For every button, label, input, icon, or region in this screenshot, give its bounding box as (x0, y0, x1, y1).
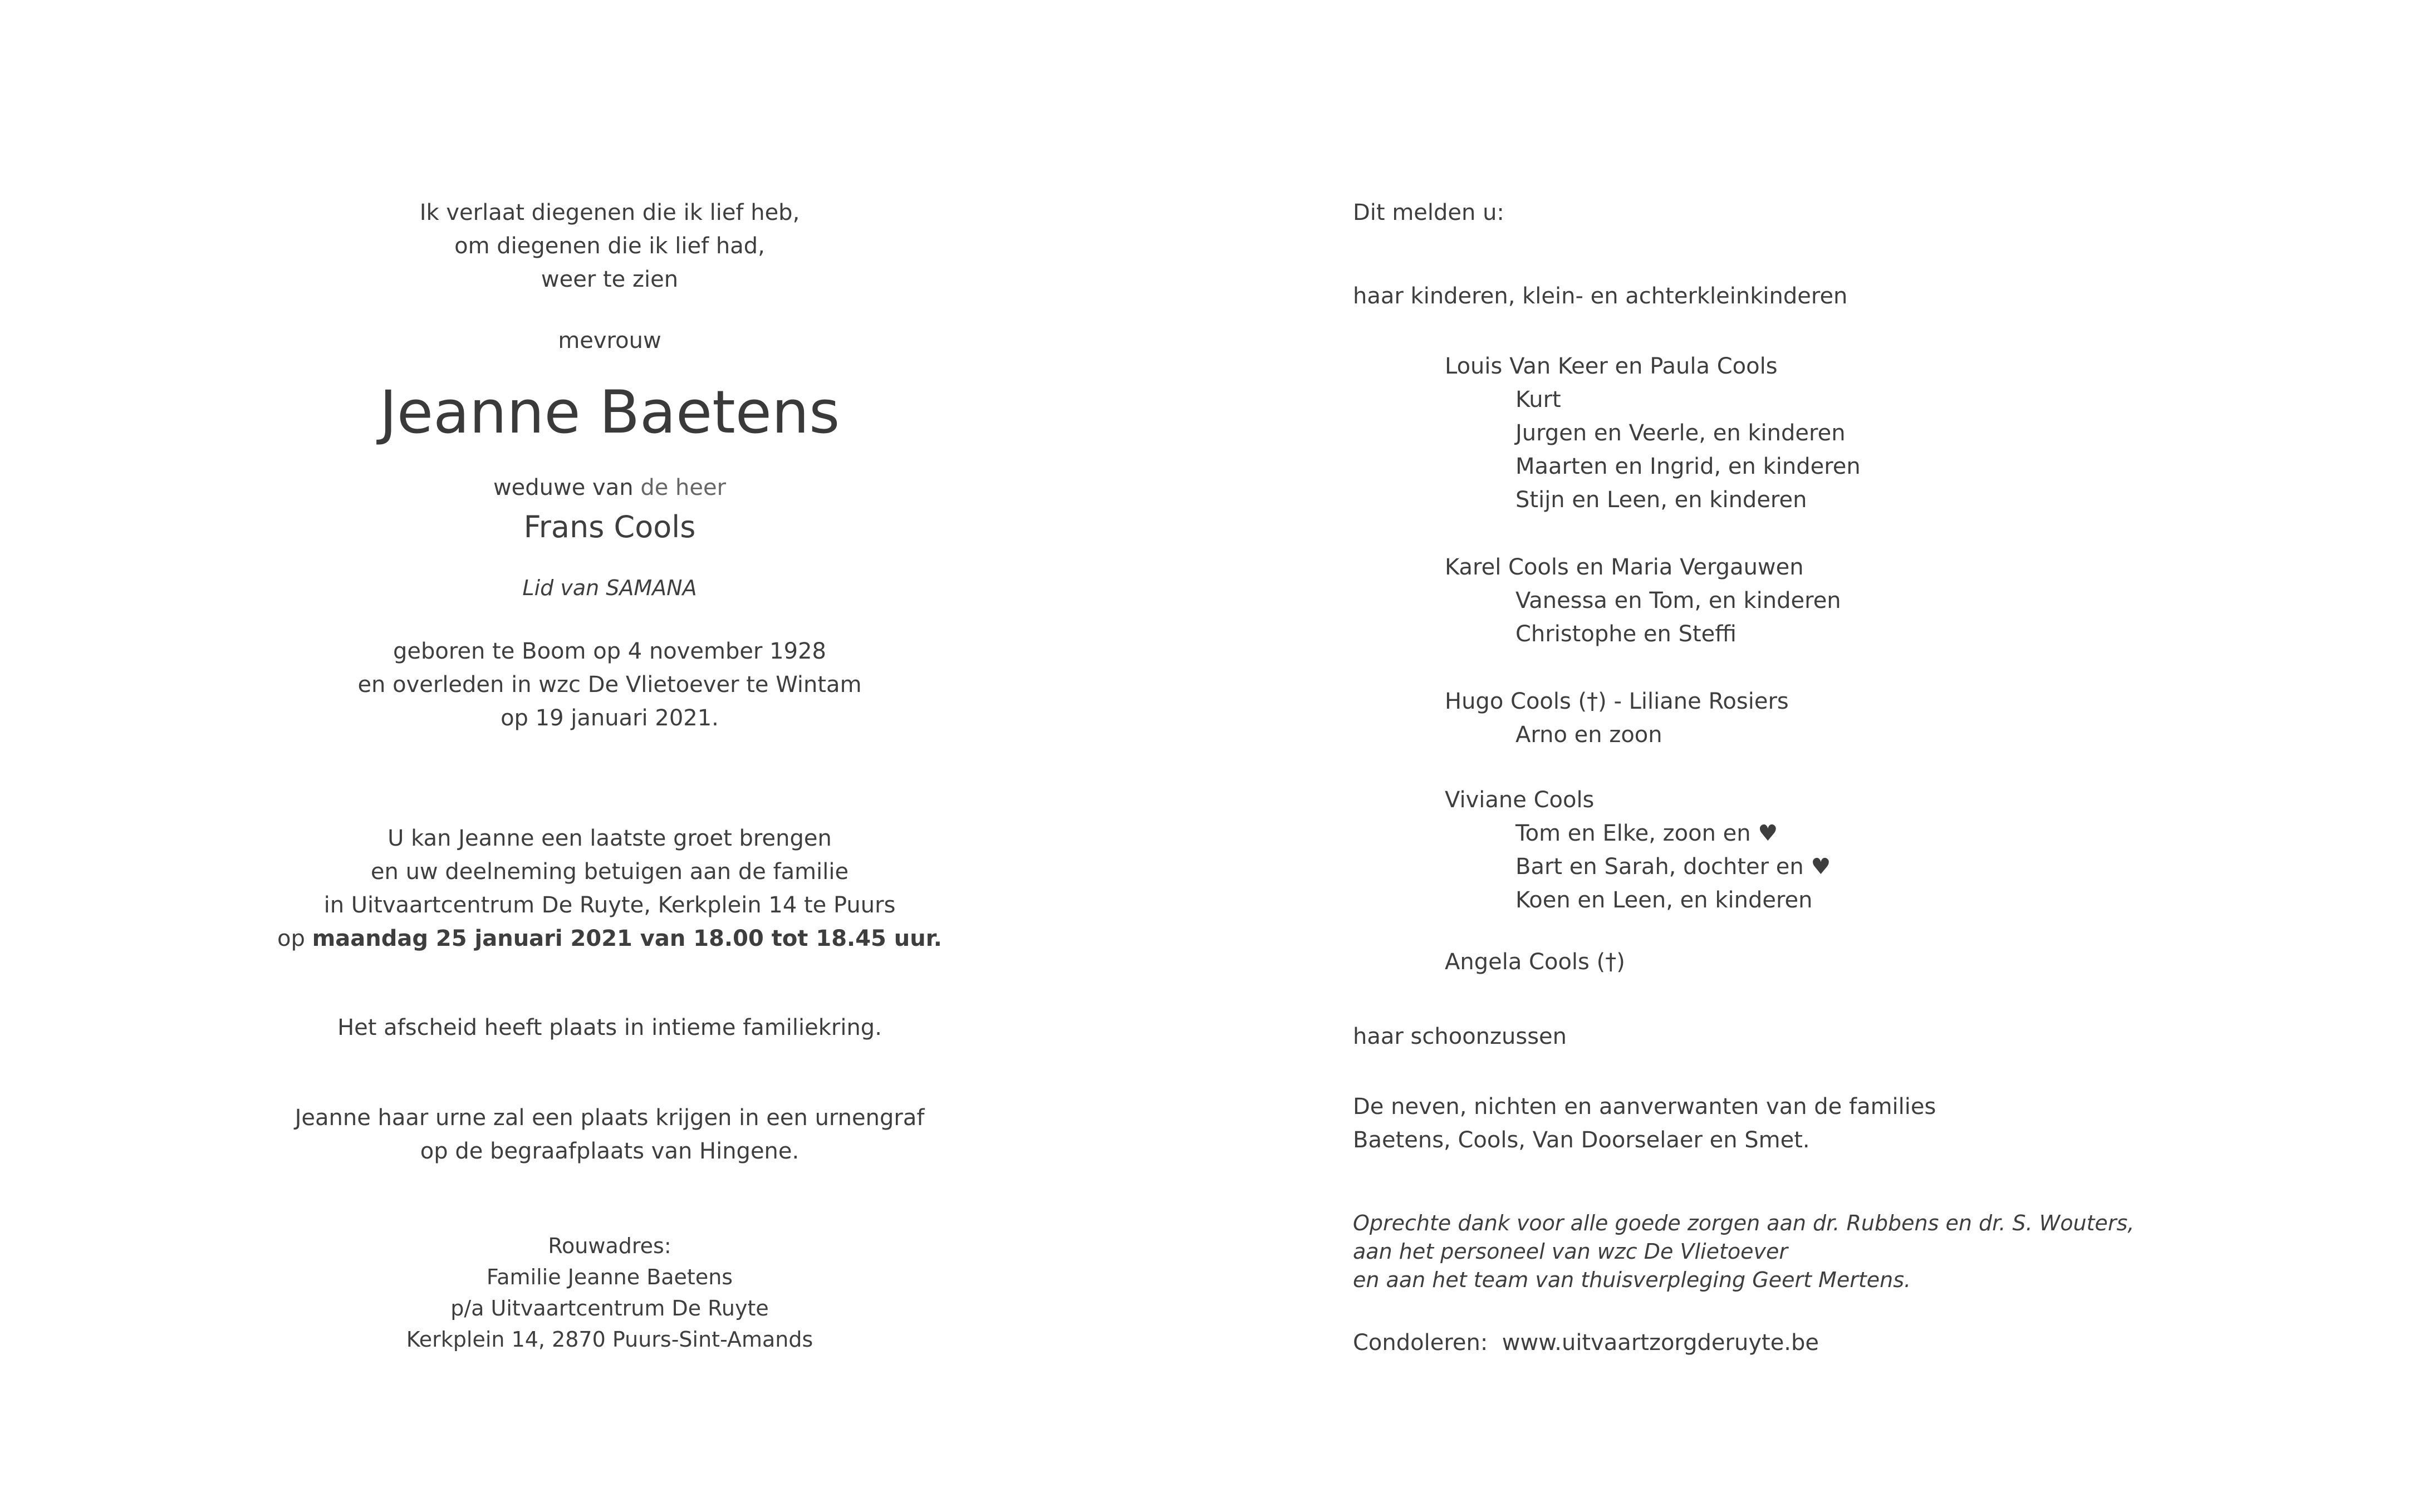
relatives-line: Baetens, Cools, Van Doorselaer en Smet. (1353, 1127, 1810, 1153)
family-group (1353, 783, 2411, 917)
family-member: Tom en Elke, zoon en ♥ (1515, 821, 1778, 846)
children-header: haar kinderen, klein- en achterkleinkinderen (1353, 283, 1848, 309)
urn-line: op de begraafplaats van Hingene. (420, 1138, 799, 1164)
condolences (1353, 1326, 2411, 1359)
family-head: Hugo Cools (†) - Liliane Rosiers (1445, 689, 1789, 714)
urn-info (239, 1101, 980, 1168)
visit-date-line (239, 922, 980, 955)
honorific: mevrouw (558, 328, 661, 354)
family-head: Angela Cools (†) (1445, 949, 1625, 975)
mourning-address (239, 1230, 980, 1355)
life-dates (239, 635, 980, 735)
thanks-line: Oprechte dank voor alle goede zorgen aan dr. Rubbens en dr. S. Wouters, (1353, 1211, 2135, 1235)
visit-line: en uw deelneming betuigen aan de familie (370, 859, 849, 885)
widow-line (239, 471, 980, 504)
visitation (239, 822, 980, 955)
spouse-name: Frans Cools (523, 509, 696, 544)
thanks-line: en aan het team van thuisverpleging Geert Mertens. (1353, 1268, 1911, 1292)
address-line: p/a Uitvaartcentrum De Ruyte (450, 1296, 769, 1320)
widow-prefix: weduwe van (493, 475, 634, 500)
visit-line: in Uitvaartcentrum De Ruyte, Kerkplein 14 te Puurs (323, 892, 896, 918)
relatives-line: De neven, nichten en aanverwanten van de families (1353, 1094, 1936, 1120)
visit-when: maandag 25 januari 2021 van 18.00 tot 18.45 uur. (312, 926, 942, 951)
poem-line: om diegenen die ik lief had, (454, 233, 765, 259)
farewell: Het afscheid heeft plaats in intieme familiekring. (337, 1015, 882, 1040)
address-line: Rouwadres: (548, 1234, 671, 1258)
visit-prefix: op (277, 926, 305, 951)
family-member: Jurgen en Veerle, en kinderen (1515, 420, 1846, 446)
family-member: Stijn en Leen, en kinderen (1515, 487, 1807, 513)
family-group (1353, 685, 2411, 752)
visit-line: U kan Jeanne een laatste groet brengen (387, 826, 832, 851)
life-line: op 19 januari 2021. (501, 705, 719, 731)
family-member: Kurt (1515, 387, 1561, 413)
condolences-link[interactable]: www.uitvaartzorgderuyte.be (1502, 1330, 1819, 1356)
life-line: en overleden in wzc De Vlietoever te Wintam (357, 672, 862, 698)
sisters-in-law: haar schoonzussen (1353, 1024, 1567, 1049)
poem (239, 196, 980, 296)
family-member: Maarten en Ingrid, en kinderen (1515, 454, 1861, 479)
address-line: Familie Jeanne Baetens (486, 1265, 733, 1289)
family-head: Viviane Cools (1445, 787, 1595, 813)
family-member: Christophe en Steffi (1515, 621, 1737, 647)
family-group (1353, 945, 2411, 979)
family-member: Vanessa en Tom, en kinderen (1515, 588, 1841, 613)
widow-title: de heer (640, 475, 727, 500)
family-member: Arno en zoon (1515, 722, 1662, 748)
thanks-line: aan het personeel van wzc De Vlietoever (1353, 1239, 1788, 1264)
address-line: Kerkplein 14, 2870 Puurs-Sint-Amands (406, 1327, 813, 1352)
condolences-label: Condoleren: (1353, 1330, 1488, 1356)
poem-line: Ik verlaat diegenen die ik lief heb, (419, 200, 800, 225)
family-head: Louis Van Keer en Paula Cools (1445, 354, 1778, 379)
family-head: Karel Cools en Maria Vergauwen (1445, 554, 1804, 580)
urn-line: Jeanne haar urne zal een plaats krijgen in een urnengraf (295, 1105, 925, 1131)
life-line: geboren te Boom op 4 november 1928 (393, 639, 826, 664)
poem-line: weer te zien (541, 267, 679, 292)
thanks-note (1353, 1209, 2411, 1294)
family-member: Bart en Sarah, dochter en ♥ (1515, 854, 1831, 880)
family-member: Koen en Leen, en kinderen (1515, 887, 1813, 913)
deceased-name: Jeanne Baetens (379, 378, 840, 446)
family-group (1353, 551, 2411, 651)
membership: Lid van SAMANA (522, 576, 697, 600)
family-group (1353, 350, 2411, 517)
relatives (1353, 1090, 2411, 1157)
intro: Dit melden u: (1353, 200, 1504, 225)
